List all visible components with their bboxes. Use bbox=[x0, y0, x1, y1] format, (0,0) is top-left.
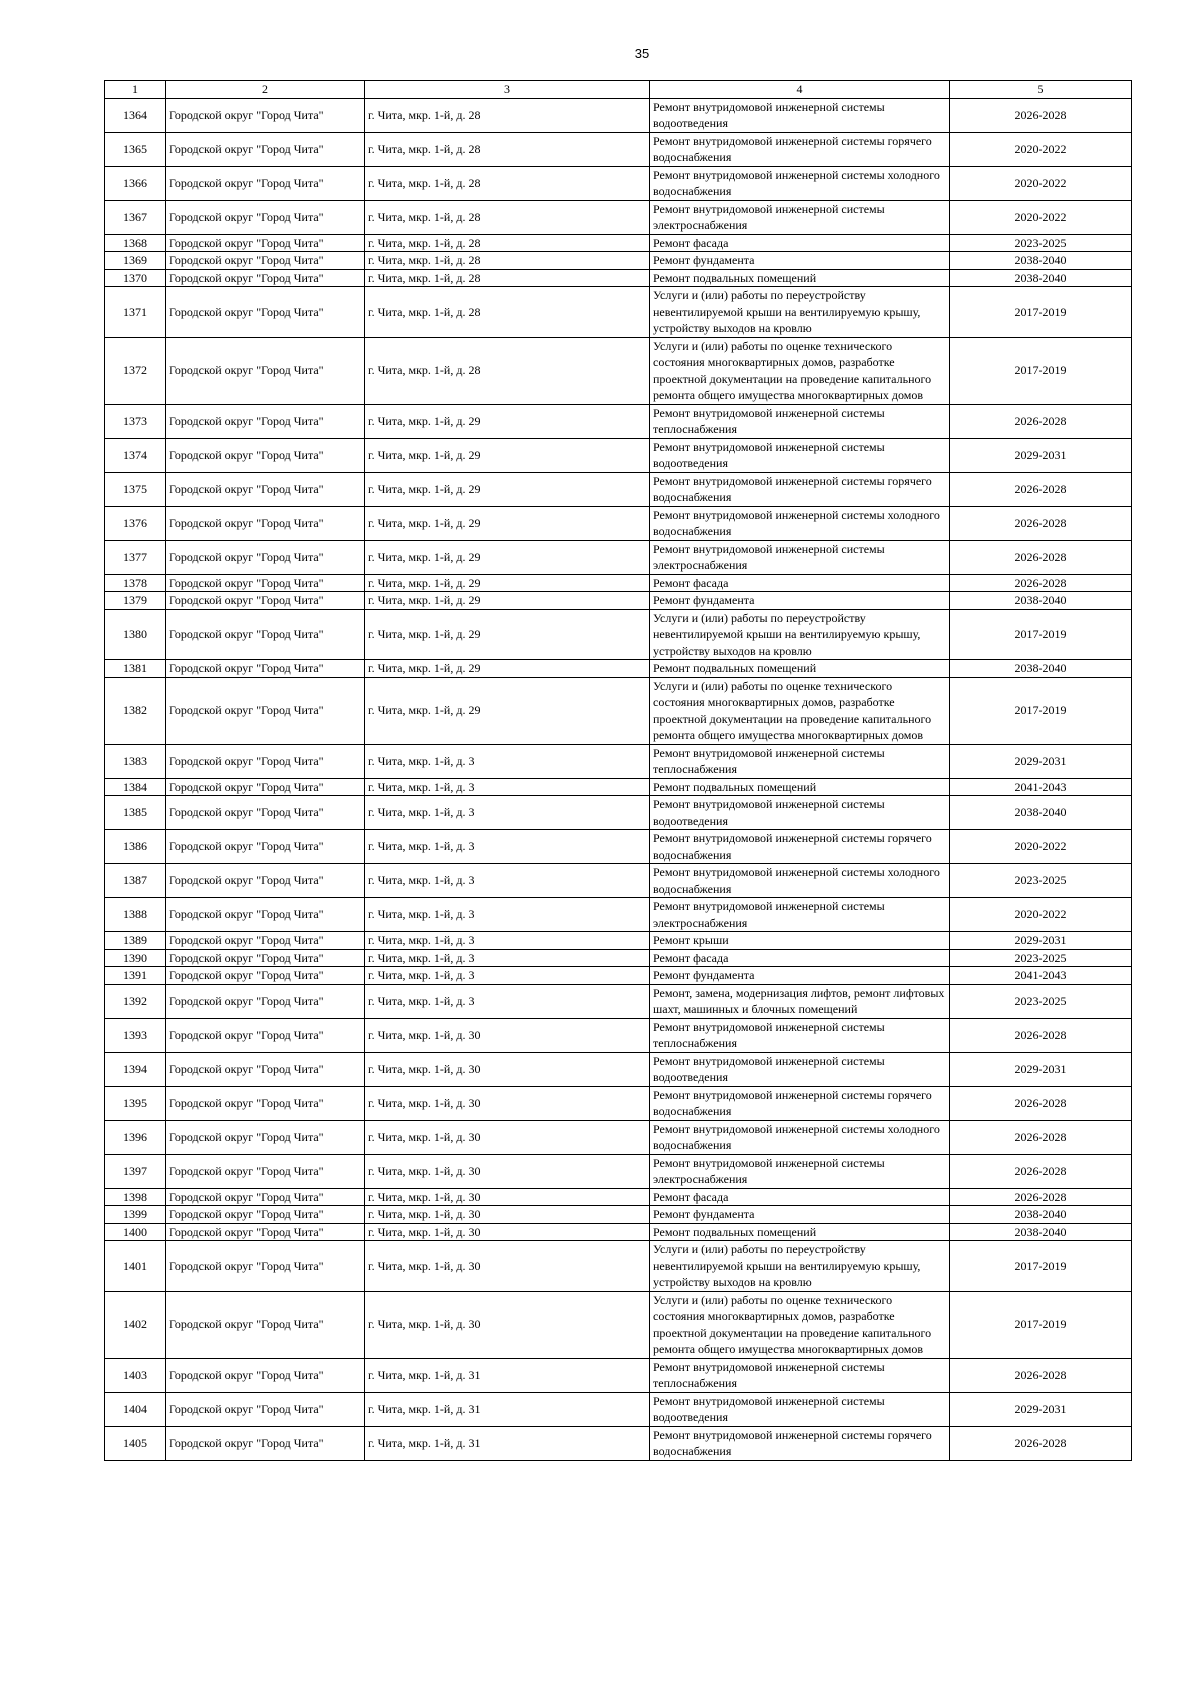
municipality-cell: Городской округ "Город Чита" bbox=[166, 898, 365, 932]
work-type-cell: Ремонт фасада bbox=[650, 234, 950, 252]
municipality-cell: Городской округ "Город Чита" bbox=[166, 234, 365, 252]
row-number-cell: 1372 bbox=[105, 337, 166, 404]
row-number-cell: 1377 bbox=[105, 540, 166, 574]
work-type-cell: Ремонт внутридомовой инженерной системы электроснабжения bbox=[650, 898, 950, 932]
row-number-cell: 1379 bbox=[105, 592, 166, 610]
period-cell: 2023-2025 bbox=[950, 949, 1132, 967]
column-header-5: 5 bbox=[950, 81, 1132, 99]
work-type-cell: Услуги и (или) работы по переустройству невентилируемой крыши на вентилируемую крышу, устройству выходов на кровлю bbox=[650, 287, 950, 338]
repair-schedule-table bbox=[104, 80, 1132, 1461]
municipality-cell: Городской округ "Город Чита" bbox=[166, 592, 365, 610]
municipality-cell: Городской округ "Город Чита" bbox=[166, 744, 365, 778]
period-cell: 2020-2022 bbox=[950, 830, 1132, 864]
municipality-cell: Городской округ "Город Чита" bbox=[166, 1291, 365, 1358]
municipality-cell: Городской округ "Город Чита" bbox=[166, 540, 365, 574]
period-cell: 2023-2025 bbox=[950, 864, 1132, 898]
address-cell: г. Чита, мкр. 1-й, д. 3 bbox=[365, 778, 650, 796]
table-row bbox=[105, 234, 1132, 252]
table-row bbox=[105, 98, 1132, 132]
work-type-cell: Ремонт внутридомовой инженерной системы холодного водоснабжения bbox=[650, 1120, 950, 1154]
table-row bbox=[105, 984, 1132, 1018]
work-type-cell: Ремонт крыши bbox=[650, 932, 950, 950]
municipality-cell: Городской округ "Город Чита" bbox=[166, 472, 365, 506]
address-cell: г. Чита, мкр. 1-й, д. 3 bbox=[365, 898, 650, 932]
work-type-cell: Услуги и (или) работы по переустройству невентилируемой крыши на вентилируемую крышу, устройству выходов на кровлю bbox=[650, 1241, 950, 1292]
period-cell: 2023-2025 bbox=[950, 234, 1132, 252]
municipality-cell: Городской округ "Город Чита" bbox=[166, 830, 365, 864]
municipality-cell: Городской округ "Город Чита" bbox=[166, 1086, 365, 1120]
row-number-cell: 1391 bbox=[105, 967, 166, 985]
municipality-cell: Городской округ "Город Чита" bbox=[166, 1120, 365, 1154]
municipality-cell: Городской округ "Город Чита" bbox=[166, 438, 365, 472]
work-type-cell: Ремонт внутридомовой инженерной системы теплоснабжения bbox=[650, 404, 950, 438]
column-header-2: 2 bbox=[166, 81, 365, 99]
work-type-cell: Ремонт внутридомовой инженерной системы горячего водоснабжения bbox=[650, 472, 950, 506]
period-cell: 2026-2028 bbox=[950, 404, 1132, 438]
address-cell: г. Чита, мкр. 1-й, д. 28 bbox=[365, 252, 650, 270]
row-number-cell: 1392 bbox=[105, 984, 166, 1018]
table-row bbox=[105, 1291, 1132, 1358]
address-cell: г. Чита, мкр. 1-й, д. 3 bbox=[365, 796, 650, 830]
work-type-cell: Ремонт внутридомовой инженерной системы горячего водоснабжения bbox=[650, 1426, 950, 1460]
table-row bbox=[105, 472, 1132, 506]
row-number-cell: 1369 bbox=[105, 252, 166, 270]
period-cell: 2026-2028 bbox=[950, 1120, 1132, 1154]
address-cell: г. Чита, мкр. 1-й, д. 31 bbox=[365, 1426, 650, 1460]
period-cell: 2038-2040 bbox=[950, 1206, 1132, 1224]
row-number-cell: 1366 bbox=[105, 166, 166, 200]
table-row bbox=[105, 898, 1132, 932]
address-cell: г. Чита, мкр. 1-й, д. 28 bbox=[365, 287, 650, 338]
table-row bbox=[105, 574, 1132, 592]
address-cell: г. Чита, мкр. 1-й, д. 29 bbox=[365, 472, 650, 506]
table-row bbox=[105, 166, 1132, 200]
table-row bbox=[105, 1188, 1132, 1206]
work-type-cell: Ремонт подвальных помещений bbox=[650, 778, 950, 796]
table-header bbox=[105, 81, 1132, 99]
row-number-cell: 1389 bbox=[105, 932, 166, 950]
row-number-cell: 1396 bbox=[105, 1120, 166, 1154]
address-cell: г. Чита, мкр. 1-й, д. 30 bbox=[365, 1241, 650, 1292]
municipality-cell: Городской округ "Город Чита" bbox=[166, 404, 365, 438]
row-number-cell: 1393 bbox=[105, 1018, 166, 1052]
period-cell: 2029-2031 bbox=[950, 1392, 1132, 1426]
period-cell: 2026-2028 bbox=[950, 1188, 1132, 1206]
municipality-cell: Городской округ "Город Чита" bbox=[166, 1358, 365, 1392]
address-cell: г. Чита, мкр. 1-й, д. 3 bbox=[365, 744, 650, 778]
period-cell: 2038-2040 bbox=[950, 269, 1132, 287]
table-row bbox=[105, 864, 1132, 898]
row-number-cell: 1399 bbox=[105, 1206, 166, 1224]
address-cell: г. Чита, мкр. 1-й, д. 3 bbox=[365, 949, 650, 967]
row-number-cell: 1398 bbox=[105, 1188, 166, 1206]
address-cell: г. Чита, мкр. 1-й, д. 29 bbox=[365, 404, 650, 438]
address-cell: г. Чита, мкр. 1-й, д. 29 bbox=[365, 506, 650, 540]
row-number-cell: 1397 bbox=[105, 1154, 166, 1188]
table-row bbox=[105, 592, 1132, 610]
municipality-cell: Городской округ "Город Чита" bbox=[166, 660, 365, 678]
address-cell: г. Чита, мкр. 1-й, д. 30 bbox=[365, 1291, 650, 1358]
work-type-cell: Ремонт внутридомовой инженерной системы водоотведения bbox=[650, 1392, 950, 1426]
table-row bbox=[105, 796, 1132, 830]
period-cell: 2038-2040 bbox=[950, 1223, 1132, 1241]
row-number-cell: 1376 bbox=[105, 506, 166, 540]
table-row bbox=[105, 1241, 1132, 1292]
period-cell: 2026-2028 bbox=[950, 472, 1132, 506]
municipality-cell: Городской округ "Город Чита" bbox=[166, 1223, 365, 1241]
work-type-cell: Ремонт внутридомовой инженерной системы теплоснабжения bbox=[650, 1018, 950, 1052]
municipality-cell: Городской округ "Город Чита" bbox=[166, 506, 365, 540]
table-row bbox=[105, 252, 1132, 270]
municipality-cell: Городской округ "Город Чита" bbox=[166, 132, 365, 166]
table-body bbox=[105, 98, 1132, 1460]
table-row bbox=[105, 1154, 1132, 1188]
table-row bbox=[105, 404, 1132, 438]
period-cell: 2017-2019 bbox=[950, 677, 1132, 744]
table-row bbox=[105, 269, 1132, 287]
row-number-cell: 1388 bbox=[105, 898, 166, 932]
work-type-cell: Услуги и (или) работы по оценке технического состояния многоквартирных домов, разработке проектной документации на проведение капитального ремонта общего имущества многоквартирных домов bbox=[650, 677, 950, 744]
row-number-cell: 1371 bbox=[105, 287, 166, 338]
table-row bbox=[105, 1223, 1132, 1241]
address-cell: г. Чита, мкр. 1-й, д. 29 bbox=[365, 574, 650, 592]
municipality-cell: Городской округ "Город Чита" bbox=[166, 287, 365, 338]
table-row bbox=[105, 506, 1132, 540]
work-type-cell: Услуги и (или) работы по оценке технического состояния многоквартирных домов, разработке проектной документации на проведение капитального ремонта общего имущества многоквартирных домов bbox=[650, 1291, 950, 1358]
work-type-cell: Ремонт внутридомовой инженерной системы теплоснабжения bbox=[650, 1358, 950, 1392]
municipality-cell: Городской округ "Город Чита" bbox=[166, 166, 365, 200]
work-type-cell: Ремонт внутридомовой инженерной системы холодного водоснабжения bbox=[650, 166, 950, 200]
address-cell: г. Чита, мкр. 1-й, д. 3 bbox=[365, 830, 650, 864]
row-number-cell: 1374 bbox=[105, 438, 166, 472]
row-number-cell: 1404 bbox=[105, 1392, 166, 1426]
period-cell: 2026-2028 bbox=[950, 506, 1132, 540]
period-cell: 2020-2022 bbox=[950, 200, 1132, 234]
row-number-cell: 1401 bbox=[105, 1241, 166, 1292]
period-cell: 2017-2019 bbox=[950, 287, 1132, 338]
address-cell: г. Чита, мкр. 1-й, д. 28 bbox=[365, 337, 650, 404]
municipality-cell: Городской округ "Город Чита" bbox=[166, 252, 365, 270]
table-row bbox=[105, 949, 1132, 967]
work-type-cell: Ремонт внутридомовой инженерной системы водоотведения bbox=[650, 438, 950, 472]
row-number-cell: 1390 bbox=[105, 949, 166, 967]
work-type-cell: Ремонт фундамента bbox=[650, 592, 950, 610]
work-type-cell: Ремонт подвальных помещений bbox=[650, 660, 950, 678]
municipality-cell: Городской округ "Город Чита" bbox=[166, 984, 365, 1018]
municipality-cell: Городской округ "Город Чита" bbox=[166, 337, 365, 404]
row-number-cell: 1402 bbox=[105, 1291, 166, 1358]
municipality-cell: Городской округ "Город Чита" bbox=[166, 864, 365, 898]
period-cell: 2038-2040 bbox=[950, 592, 1132, 610]
column-header-3: 3 bbox=[365, 81, 650, 99]
period-cell: 2017-2019 bbox=[950, 609, 1132, 660]
work-type-cell: Услуги и (или) работы по оценке технического состояния многоквартирных домов, разработке проектной документации на проведение капитального ремонта общего имущества многоквартирных домов bbox=[650, 337, 950, 404]
period-cell: 2041-2043 bbox=[950, 967, 1132, 985]
municipality-cell: Городской округ "Город Чита" bbox=[166, 778, 365, 796]
table-row bbox=[105, 132, 1132, 166]
address-cell: г. Чита, мкр. 1-й, д. 30 bbox=[365, 1018, 650, 1052]
municipality-cell: Городской округ "Город Чита" bbox=[166, 609, 365, 660]
table-row bbox=[105, 778, 1132, 796]
municipality-cell: Городской округ "Город Чита" bbox=[166, 1188, 365, 1206]
row-number-cell: 1378 bbox=[105, 574, 166, 592]
row-number-cell: 1365 bbox=[105, 132, 166, 166]
address-cell: г. Чита, мкр. 1-й, д. 31 bbox=[365, 1392, 650, 1426]
period-cell: 2026-2028 bbox=[950, 1086, 1132, 1120]
municipality-cell: Городской округ "Город Чита" bbox=[166, 269, 365, 287]
column-header-1: 1 bbox=[105, 81, 166, 99]
work-type-cell: Ремонт внутридомовой инженерной системы горячего водоснабжения bbox=[650, 132, 950, 166]
work-type-cell: Ремонт фасада bbox=[650, 574, 950, 592]
table-row bbox=[105, 1086, 1132, 1120]
municipality-cell: Городской округ "Город Чита" bbox=[166, 1206, 365, 1224]
address-cell: г. Чита, мкр. 1-й, д. 30 bbox=[365, 1188, 650, 1206]
municipality-cell: Городской округ "Город Чита" bbox=[166, 1018, 365, 1052]
municipality-cell: Городской округ "Город Чита" bbox=[166, 1392, 365, 1426]
address-cell: г. Чита, мкр. 1-й, д. 29 bbox=[365, 592, 650, 610]
work-type-cell: Услуги и (или) работы по переустройству невентилируемой крыши на вентилируемую крышу, устройству выходов на кровлю bbox=[650, 609, 950, 660]
work-type-cell: Ремонт внутридомовой инженерной системы холодного водоснабжения bbox=[650, 506, 950, 540]
table-row bbox=[105, 287, 1132, 338]
work-type-cell: Ремонт подвальных помещений bbox=[650, 269, 950, 287]
period-cell: 2026-2028 bbox=[950, 1358, 1132, 1392]
address-cell: г. Чита, мкр. 1-й, д. 28 bbox=[365, 132, 650, 166]
work-type-cell: Ремонт внутридомовой инженерной системы водоотведения bbox=[650, 98, 950, 132]
column-header-4: 4 bbox=[650, 81, 950, 99]
period-cell: 2020-2022 bbox=[950, 132, 1132, 166]
period-cell: 2029-2031 bbox=[950, 744, 1132, 778]
period-cell: 2026-2028 bbox=[950, 98, 1132, 132]
period-cell: 2038-2040 bbox=[950, 660, 1132, 678]
address-cell: г. Чита, мкр. 1-й, д. 28 bbox=[365, 269, 650, 287]
table-row bbox=[105, 967, 1132, 985]
address-cell: г. Чита, мкр. 1-й, д. 3 bbox=[365, 864, 650, 898]
address-cell: г. Чита, мкр. 1-й, д. 30 bbox=[365, 1052, 650, 1086]
period-cell: 2026-2028 bbox=[950, 540, 1132, 574]
work-type-cell: Ремонт подвальных помещений bbox=[650, 1223, 950, 1241]
work-type-cell: Ремонт фасада bbox=[650, 1188, 950, 1206]
address-cell: г. Чита, мкр. 1-й, д. 31 bbox=[365, 1358, 650, 1392]
address-cell: г. Чита, мкр. 1-й, д. 30 bbox=[365, 1154, 650, 1188]
row-number-cell: 1368 bbox=[105, 234, 166, 252]
address-cell: г. Чита, мкр. 1-й, д. 28 bbox=[365, 234, 650, 252]
address-cell: г. Чита, мкр. 1-й, д. 29 bbox=[365, 660, 650, 678]
address-cell: г. Чита, мкр. 1-й, д. 29 bbox=[365, 438, 650, 472]
row-number-cell: 1373 bbox=[105, 404, 166, 438]
table-row bbox=[105, 744, 1132, 778]
work-type-cell: Ремонт внутридомовой инженерной системы водоотведения bbox=[650, 796, 950, 830]
address-cell: г. Чита, мкр. 1-й, д. 30 bbox=[365, 1223, 650, 1241]
row-number-cell: 1367 bbox=[105, 200, 166, 234]
municipality-cell: Городской округ "Город Чита" bbox=[166, 677, 365, 744]
row-number-cell: 1386 bbox=[105, 830, 166, 864]
address-cell: г. Чита, мкр. 1-й, д. 29 bbox=[365, 540, 650, 574]
work-type-cell: Ремонт внутридомовой инженерной системы электроснабжения bbox=[650, 200, 950, 234]
period-cell: 2029-2031 bbox=[950, 438, 1132, 472]
period-cell: 2017-2019 bbox=[950, 1291, 1132, 1358]
period-cell: 2020-2022 bbox=[950, 898, 1132, 932]
table-row bbox=[105, 830, 1132, 864]
period-cell: 2029-2031 bbox=[950, 932, 1132, 950]
municipality-cell: Городской округ "Город Чита" bbox=[166, 1154, 365, 1188]
table-row bbox=[105, 932, 1132, 950]
period-cell: 2023-2025 bbox=[950, 984, 1132, 1018]
row-number-cell: 1381 bbox=[105, 660, 166, 678]
table-row bbox=[105, 609, 1132, 660]
table-row bbox=[105, 1052, 1132, 1086]
period-cell: 2020-2022 bbox=[950, 166, 1132, 200]
table-row bbox=[105, 1426, 1132, 1460]
work-type-cell: Ремонт внутридомовой инженерной системы горячего водоснабжения bbox=[650, 830, 950, 864]
row-number-cell: 1370 bbox=[105, 269, 166, 287]
row-number-cell: 1387 bbox=[105, 864, 166, 898]
municipality-cell: Городской округ "Город Чита" bbox=[166, 1426, 365, 1460]
table-row bbox=[105, 1206, 1132, 1224]
page-number: 35 bbox=[634, 46, 650, 61]
period-cell: 2017-2019 bbox=[950, 1241, 1132, 1292]
municipality-cell: Городской округ "Город Чита" bbox=[166, 949, 365, 967]
work-type-cell: Ремонт внутридомовой инженерной системы холодного водоснабжения bbox=[650, 864, 950, 898]
work-type-cell: Ремонт внутридомовой инженерной системы электроснабжения bbox=[650, 540, 950, 574]
municipality-cell: Городской округ "Город Чита" bbox=[166, 967, 365, 985]
address-cell: г. Чита, мкр. 1-й, д. 28 bbox=[365, 166, 650, 200]
period-cell: 2038-2040 bbox=[950, 252, 1132, 270]
work-type-cell: Ремонт внутридомовой инженерной системы теплоснабжения bbox=[650, 744, 950, 778]
table-row bbox=[105, 677, 1132, 744]
municipality-cell: Городской округ "Город Чита" bbox=[166, 1241, 365, 1292]
row-number-cell: 1383 bbox=[105, 744, 166, 778]
row-number-cell: 1364 bbox=[105, 98, 166, 132]
row-number-cell: 1405 bbox=[105, 1426, 166, 1460]
table-row bbox=[105, 660, 1132, 678]
table-row bbox=[105, 1392, 1132, 1426]
period-cell: 2026-2028 bbox=[950, 1154, 1132, 1188]
period-cell: 2017-2019 bbox=[950, 337, 1132, 404]
header-row bbox=[105, 81, 1132, 99]
row-number-cell: 1403 bbox=[105, 1358, 166, 1392]
work-type-cell: Ремонт внутридомовой инженерной системы электроснабжения bbox=[650, 1154, 950, 1188]
period-cell: 2026-2028 bbox=[950, 574, 1132, 592]
municipality-cell: Городской округ "Город Чита" bbox=[166, 1052, 365, 1086]
period-cell: 2041-2043 bbox=[950, 778, 1132, 796]
work-type-cell: Ремонт, замена, модернизация лифтов, ремонт лифтовых шахт, машинных и блочных помещений bbox=[650, 984, 950, 1018]
address-cell: г. Чита, мкр. 1-й, д. 29 bbox=[365, 677, 650, 744]
period-cell: 2029-2031 bbox=[950, 1052, 1132, 1086]
period-cell: 2026-2028 bbox=[950, 1018, 1132, 1052]
row-number-cell: 1382 bbox=[105, 677, 166, 744]
address-cell: г. Чита, мкр. 1-й, д. 3 bbox=[365, 967, 650, 985]
work-type-cell: Ремонт фасада bbox=[650, 949, 950, 967]
municipality-cell: Городской округ "Город Чита" bbox=[166, 574, 365, 592]
row-number-cell: 1375 bbox=[105, 472, 166, 506]
address-cell: г. Чита, мкр. 1-й, д. 28 bbox=[365, 200, 650, 234]
municipality-cell: Городской округ "Город Чита" bbox=[166, 98, 365, 132]
table-row bbox=[105, 1120, 1132, 1154]
row-number-cell: 1385 bbox=[105, 796, 166, 830]
work-type-cell: Ремонт внутридомовой инженерной системы горячего водоснабжения bbox=[650, 1086, 950, 1120]
row-number-cell: 1394 bbox=[105, 1052, 166, 1086]
row-number-cell: 1395 bbox=[105, 1086, 166, 1120]
municipality-cell: Городской округ "Город Чита" bbox=[166, 796, 365, 830]
address-cell: г. Чита, мкр. 1-й, д. 30 bbox=[365, 1206, 650, 1224]
row-number-cell: 1400 bbox=[105, 1223, 166, 1241]
period-cell: 2026-2028 bbox=[950, 1426, 1132, 1460]
table-row bbox=[105, 337, 1132, 404]
work-type-cell: Ремонт фундамента bbox=[650, 252, 950, 270]
address-cell: г. Чита, мкр. 1-й, д. 30 bbox=[365, 1086, 650, 1120]
period-cell: 2038-2040 bbox=[950, 796, 1132, 830]
table-row bbox=[105, 200, 1132, 234]
address-cell: г. Чита, мкр. 1-й, д. 29 bbox=[365, 609, 650, 660]
address-cell: г. Чита, мкр. 1-й, д. 28 bbox=[365, 98, 650, 132]
row-number-cell: 1384 bbox=[105, 778, 166, 796]
work-type-cell: Ремонт фундамента bbox=[650, 1206, 950, 1224]
address-cell: г. Чита, мкр. 1-й, д. 30 bbox=[365, 1120, 650, 1154]
work-type-cell: Ремонт фундамента bbox=[650, 967, 950, 985]
row-number-cell: 1380 bbox=[105, 609, 166, 660]
municipality-cell: Городской округ "Город Чита" bbox=[166, 932, 365, 950]
address-cell: г. Чита, мкр. 1-й, д. 3 bbox=[365, 984, 650, 1018]
table-row bbox=[105, 540, 1132, 574]
table-row bbox=[105, 438, 1132, 472]
table-row bbox=[105, 1358, 1132, 1392]
municipality-cell: Городской округ "Город Чита" bbox=[166, 200, 365, 234]
work-type-cell: Ремонт внутридомовой инженерной системы водоотведения bbox=[650, 1052, 950, 1086]
address-cell: г. Чита, мкр. 1-й, д. 3 bbox=[365, 932, 650, 950]
table-row bbox=[105, 1018, 1132, 1052]
